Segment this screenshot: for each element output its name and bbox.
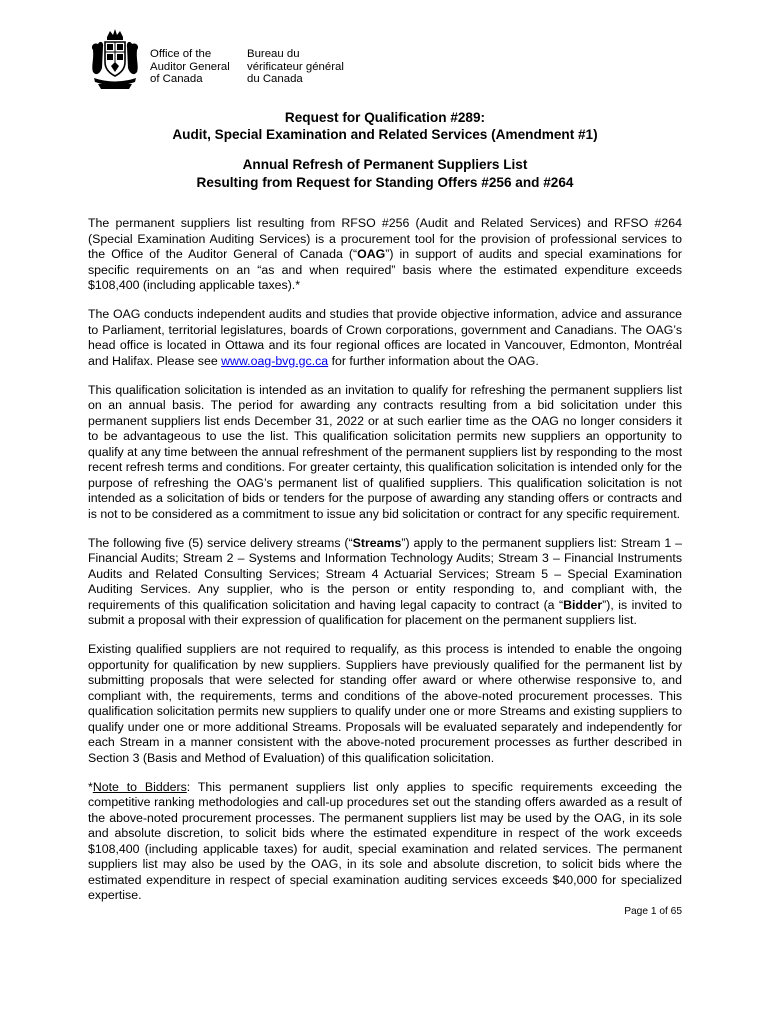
page-number: Page 1 of 65 xyxy=(624,906,682,917)
bold-term: OAG xyxy=(357,247,386,261)
org-fr-line: vérificateur général xyxy=(247,60,344,73)
text-run: ”) apply to the permanent suppliers list: Stream 1 – Financial Audits; Stream 2 – Systems and Information Technology Audits; Stream 3 – Financial Instruments Audits and Related Consulting Services; Stream 4 Actuarial Services; Stream 5 – Special Examination Auditing Services. Any supplier, who is the person or entity responding to, and compliant with, the requirements of this qualification solicitation and having legal capacity to contract (a “ xyxy=(88,535,682,612)
title-line: Audit, Special Examination and Related Services (Amendment #1) xyxy=(172,127,598,143)
text-run: * xyxy=(88,779,93,794)
bold-term: Streams xyxy=(352,535,402,550)
title-spacer xyxy=(88,143,682,156)
letterhead xyxy=(88,28,388,90)
paragraph-purpose: This qualification solicitation is intended as an invitation to qualify for refreshing the permanent suppliers list on an annual basis. The period for awarding any contracts resulting from a bid solicitation under this permanent suppliers list ends December 31, 2022 or at such earlier time as the OAG no longer considers it to be advantageous to use the list. This qualification solicitation permits new suppliers an opportunity to qualify at any time between the annual refreshment of the permanent suppliers list by responding to the most recent refresh terms and conditions. For greater certainty, this qualification solicitation is intended only for the purpose of refreshing the OAG’s permanent list of qualified suppliers. This qualification solicitation is not intended as a solicitation of bids or tenders for the purpose of awarding any standing offers or contracts and is not to be considered as a commitment to issue any bid solicitation or contract for any specific requirement. xyxy=(88,382,682,521)
org-fr-line: du Canada xyxy=(247,73,303,86)
underlined-term: Note to Bidders xyxy=(92,779,187,794)
paragraph-note-to-bidders xyxy=(88,780,682,904)
text-run: The OAG conducts independent audits and studies that provide objective information, advice and assurance to Parliament, territorial legislatures, boards of Crown corporations, government and Canadians. The OAG’s head office is located in Ottawa and its four regional offices are located in Vancouver, Edmonton, Montréal and Halifax. Please see xyxy=(88,307,682,368)
bold-term: Bidder xyxy=(563,597,603,612)
org-name-french xyxy=(247,48,344,86)
text-run: ”), is invited to submit a proposal with their expression of qualification for placement on the permanent suppliers list. xyxy=(88,597,682,627)
text-run: The following five (5) service delivery streams (“ xyxy=(88,535,353,550)
title-line: Request for Qualification #289: xyxy=(284,110,486,125)
text-run: The permanent suppliers list resulting from RFSO #256 (Audit and Related Services) and RFSO #264 (Special Examination Auditing Services) is a procurement tool for the provision of professional services to the Office of the Auditor General of Canada (“ xyxy=(88,216,682,261)
org-fr-line: Bureau du xyxy=(247,48,300,60)
coat-of-arms-icon xyxy=(88,28,142,90)
subtitle-line: Resulting from Request for Standing Offers #256 and #264 xyxy=(196,174,574,190)
paragraph-streams xyxy=(88,536,682,629)
org-en-line: Auditor General xyxy=(150,60,230,73)
document-body xyxy=(88,216,682,917)
oag-website-link[interactable]: www.oag-bvg.gc.ca xyxy=(221,353,329,368)
org-en-line: of Canada xyxy=(150,73,203,86)
paragraph-intro xyxy=(88,216,682,294)
document-title xyxy=(88,109,682,191)
subtitle-line: Annual Refresh of Permanent Suppliers List xyxy=(242,157,528,173)
paragraph-existing-suppliers: Existing qualified suppliers are not required to requalify, as this process is intended to enable the ongoing opportunity for qualification by new suppliers. Suppliers have previously qualified for the permanent list by submitting proposals that were selected for standing offer award or where otherwise responsive to, and compliant with, the requirements, terms and conditions of the above-noted procurement processes. This qualification solicitation permits new suppliers to qualify under one or more Streams and existing suppliers to qualify under one or more additional Streams. Proposals will be evaluated separately and independently for each Stream in a manner consistent with the above-noted procurement processes as further described in Section 3 (Basis and Method of Evaluation) of this qualification solicitation. xyxy=(88,642,682,765)
org-name-english xyxy=(150,48,230,86)
text-run: : This permanent suppliers list only applies to specific requirements exceeding the competitive ranking methodologies and call-up procedures set out the standing offers awarded as a result of the above-noted procurement processes. The permanent suppliers list may be used by the OAG, in its sole and absolute discretion, to solicit bids where the estimated expenditure in respect of the work exceeds $108,400 (including applicable taxes) for audit, special examination and related services. The permanent suppliers list may also be used by the OAG, in its sole and absolute discretion, to solicit bids where the estimated expenditure in respect of special examination auditing services exceeds $40,000 for specialized expertise. xyxy=(88,779,682,902)
org-en-line: Office of the xyxy=(150,48,212,60)
text-run: ”) in support of audits and special examinations for specific requirements on an “as and when required” basis where the estimated expenditure exceeds $108,400 (including applicable taxes).* xyxy=(88,247,682,292)
paragraph-about-oag xyxy=(88,307,682,369)
text-run: for further information about the OAG. xyxy=(328,353,539,368)
